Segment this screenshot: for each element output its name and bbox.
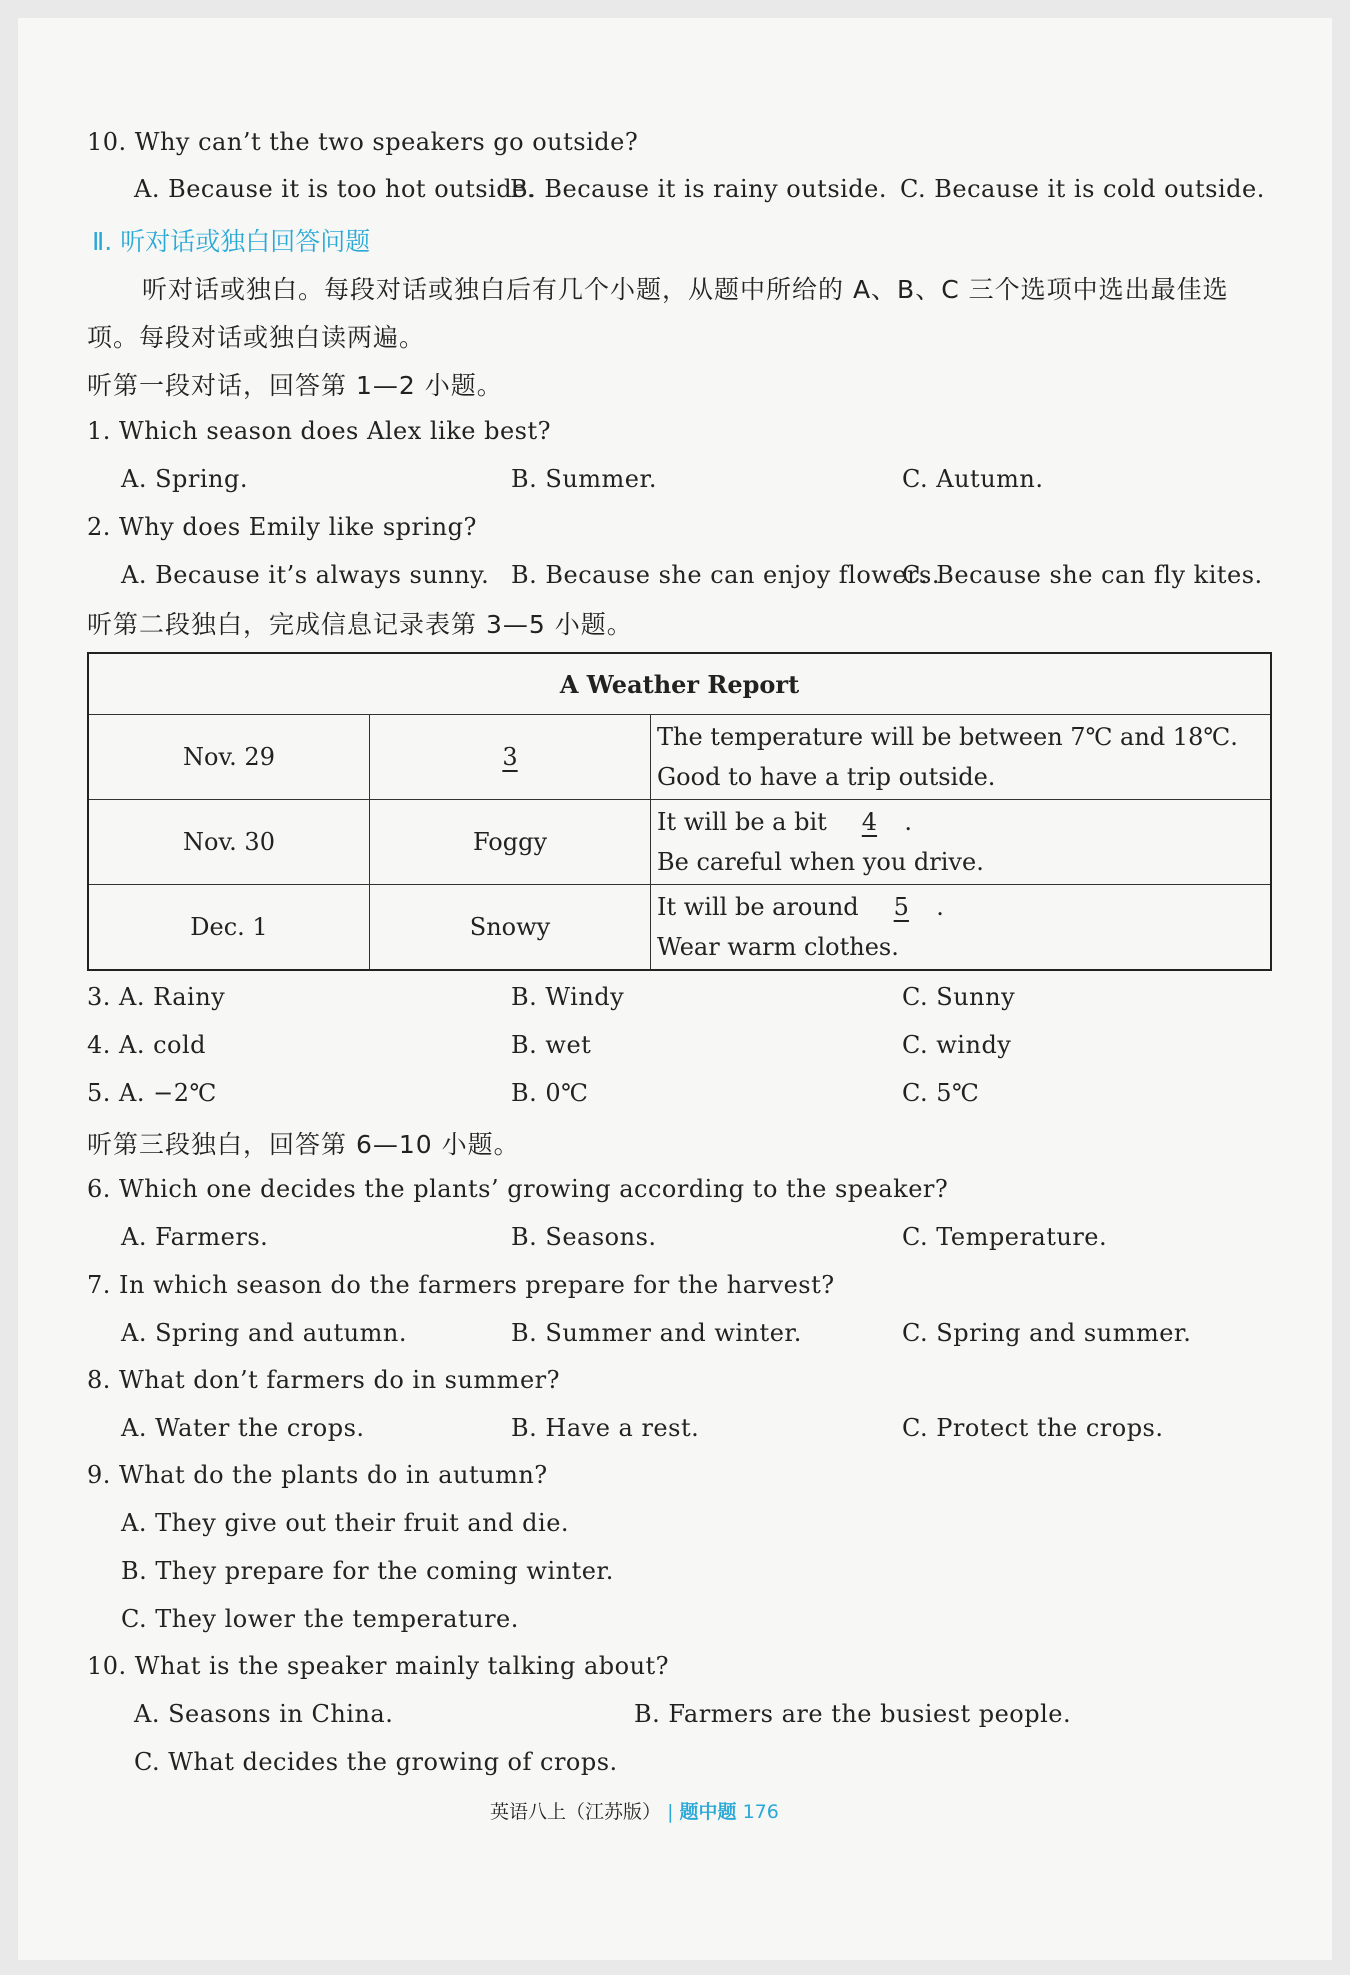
q10-option-b: B. Farmers are the busiest people. bbox=[634, 1700, 1072, 1728]
weather-cell: Snowy bbox=[370, 885, 651, 971]
q4-option-b: B. wet bbox=[511, 1031, 592, 1059]
date-cell: Dec. 1 bbox=[88, 885, 370, 971]
note-cell bbox=[651, 715, 1272, 800]
option-c: C. Because it is cold outside. bbox=[900, 175, 1265, 203]
q8-option-b: B. Have a rest. bbox=[511, 1414, 700, 1442]
note-line: Wear warm clothes. bbox=[657, 933, 899, 961]
question-10-prev: 10. Why can’t the two speakers go outside? bbox=[87, 128, 639, 156]
date-cell: Nov. 29 bbox=[88, 715, 370, 800]
note-text: It will be a bit bbox=[657, 808, 827, 836]
q3-option-a: 3. A. Rainy bbox=[87, 983, 226, 1011]
weather-cell: Foggy bbox=[370, 800, 651, 885]
part3-heading: 听第三段独白，回答第 6—10 小题。 bbox=[87, 1130, 520, 1159]
weather-cell bbox=[370, 715, 651, 800]
q2-option-a: A. Because it’s always sunny. bbox=[121, 561, 490, 589]
blank-5: 5 bbox=[893, 893, 909, 921]
note-line: Good to have a trip outside. bbox=[657, 763, 996, 791]
note-text: It will be around bbox=[657, 893, 859, 921]
q1-option-a: A. Spring. bbox=[121, 465, 248, 493]
note-line: The temperature will be between 7℃ and 18℃. bbox=[657, 723, 1238, 751]
note-cell bbox=[651, 885, 1272, 971]
footer-separator: | bbox=[667, 1801, 674, 1823]
option-a: A. Because it is too hot outside. bbox=[134, 175, 535, 203]
q3-option-b: B. Windy bbox=[511, 983, 625, 1011]
q1-option-b: B. Summer. bbox=[511, 465, 657, 493]
note-line: It will be around 5 . bbox=[657, 887, 1269, 927]
part1-heading: 听第一段对话，回答第 1—2 小题。 bbox=[87, 371, 503, 400]
q8-option-a: A. Water the crops. bbox=[121, 1414, 365, 1442]
q7-option-b: B. Summer and winter. bbox=[511, 1319, 802, 1347]
q7-option-a: A. Spring and autumn. bbox=[121, 1319, 407, 1347]
q6-option-a: A. Farmers. bbox=[121, 1223, 269, 1251]
weather-report-table bbox=[87, 652, 1272, 971]
q4-option-c: C. windy bbox=[902, 1031, 1012, 1059]
blank-4: 4 bbox=[861, 808, 878, 836]
q5-option-a: 5. A. −2℃ bbox=[87, 1079, 217, 1107]
table-row bbox=[88, 715, 1271, 800]
instructions-line1: 听对话或独白。每段对话或独白后有几个小题，从题中所给的 A、B、C 三个选项中选出最佳选 bbox=[142, 275, 1229, 304]
q9-option-a: A. They give out their fruit and die. bbox=[121, 1509, 570, 1537]
date-cell: Nov. 30 bbox=[88, 800, 370, 885]
q6-option-c: C. Temperature. bbox=[902, 1223, 1108, 1251]
option-b: B. Because it is rainy outside. bbox=[510, 175, 887, 203]
page-number: 176 bbox=[742, 1801, 779, 1823]
question-9: 9. What do the plants do in autumn? bbox=[87, 1461, 548, 1489]
question-1: 1. Which season does Alex like best? bbox=[87, 417, 551, 445]
q5-option-c: C. 5℃ bbox=[902, 1079, 980, 1107]
note-line: It will be a bit 4 . bbox=[657, 802, 1269, 842]
q2-option-b: B. Because she can enjoy flowers. bbox=[511, 561, 940, 589]
q8-option-c: C. Protect the crops. bbox=[902, 1414, 1164, 1442]
blank-3: 3 bbox=[502, 743, 518, 771]
q6-option-b: B. Seasons. bbox=[511, 1223, 657, 1251]
instructions-line2: 项。每段对话或独白读两遍。 bbox=[87, 323, 426, 352]
q9-option-b: B. They prepare for the coming winter. bbox=[121, 1557, 614, 1585]
q3-option-c: C. Sunny bbox=[902, 983, 1016, 1011]
page-footer bbox=[490, 1797, 779, 1824]
q10-option-a: A. Seasons in China. bbox=[134, 1700, 394, 1728]
q2-option-c: C. Because she can fly kites. bbox=[902, 561, 1263, 589]
note-line: Be careful when you drive. bbox=[657, 848, 984, 876]
question-8: 8. What don’t farmers do in summer? bbox=[87, 1366, 560, 1394]
q1-option-c: C. Autumn. bbox=[902, 465, 1044, 493]
q4-option-a: 4. A. cold bbox=[87, 1031, 207, 1059]
table-title: A Weather Report bbox=[88, 653, 1271, 715]
question-10: 10. What is the speaker mainly talking about? bbox=[87, 1652, 670, 1680]
table-row bbox=[88, 885, 1271, 971]
q9-option-c: C. They lower the temperature. bbox=[121, 1605, 519, 1633]
q5-option-b: B. 0℃ bbox=[511, 1079, 589, 1107]
part2-heading: 听第二段独白，完成信息记录表第 3—5 小题。 bbox=[87, 610, 633, 639]
table-row bbox=[88, 800, 1271, 885]
book-title: 英语八上（江苏版） bbox=[490, 1801, 662, 1823]
note-cell bbox=[651, 800, 1272, 885]
q10-option-c: C. What decides the growing of crops. bbox=[134, 1748, 618, 1776]
question-7: 7. In which season do the farmers prepare for the harvest? bbox=[87, 1271, 835, 1299]
section-heading: Ⅱ. 听对话或独白回答问题 bbox=[92, 227, 371, 256]
question-2: 2. Why does Emily like spring? bbox=[87, 513, 477, 541]
question-6: 6. Which one decides the plants’ growing according to the speaker? bbox=[87, 1175, 949, 1203]
series-name: 题中题 bbox=[679, 1801, 737, 1823]
q7-option-c: C. Spring and summer. bbox=[902, 1319, 1192, 1347]
